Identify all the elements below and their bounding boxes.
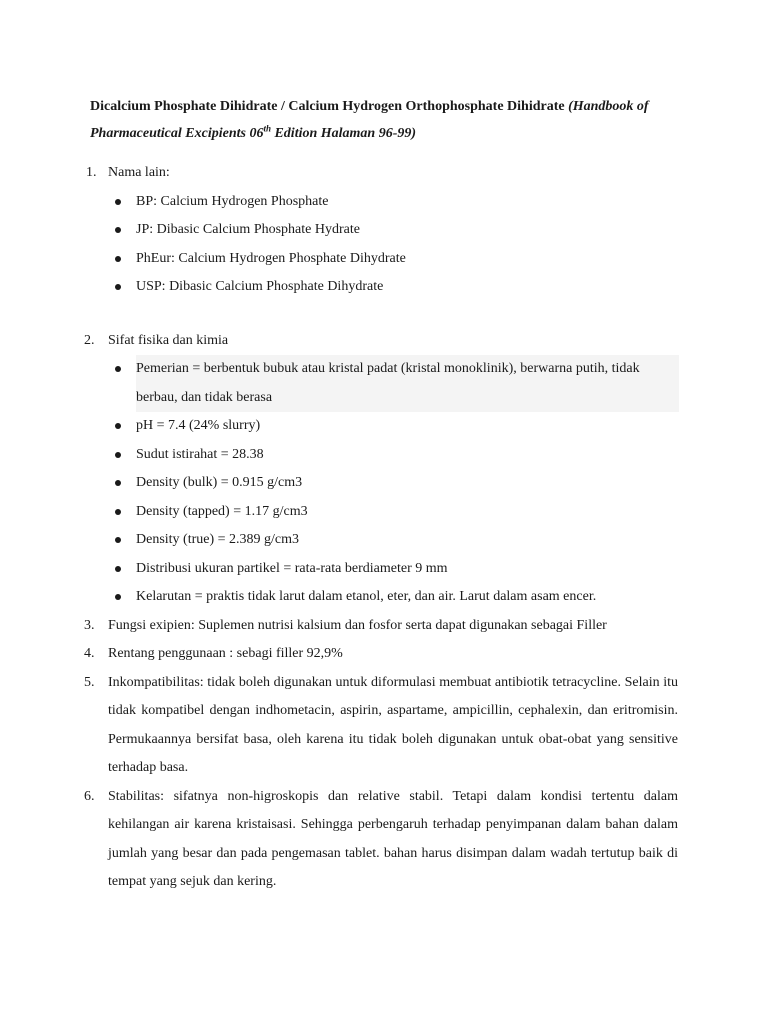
list-item: Sudut istirahat = 28.38 xyxy=(136,441,678,470)
section-6 xyxy=(84,783,678,897)
section-2-list xyxy=(90,355,678,612)
section-4-number: 4. xyxy=(84,646,95,661)
bullet-icon xyxy=(115,256,121,262)
title-reference: (Handbook of Pharmaceutical Excipients 06th Edition Halaman 96-99) xyxy=(90,99,649,141)
bullet-icon xyxy=(115,480,121,486)
section-3 xyxy=(84,612,678,641)
bullet-icon xyxy=(115,284,121,290)
section-3-text: Fungsi exipien: Suplemen nutrisi kalsium dan fosfor serta dapat digunakan sebagai Filler xyxy=(108,617,607,633)
document-title xyxy=(90,93,678,147)
list-item: Distribusi ukuran partikel = rata-rata berdiameter 9 mm xyxy=(136,555,678,584)
section-spacer xyxy=(90,302,678,327)
section-2-label: Sifat fisika dan kimia xyxy=(108,332,229,348)
section-1-list xyxy=(90,188,678,302)
list-item: Kelarutan = praktis tidak larut dalam etanol, eter, dan air. Larut dalam asam encer. xyxy=(136,583,678,612)
section-1-heading xyxy=(86,159,678,188)
bullet-icon xyxy=(115,566,121,572)
bullet-icon xyxy=(115,227,121,233)
list-item: Density (bulk) = 0.915 g/cm3 xyxy=(136,469,678,498)
list-item: JP: Dibasic Calcium Phosphate Hydrate xyxy=(136,216,678,245)
section-6-text: Stabilitas: sifatnya non-higroskopis dan relative stabil. Tetapi dalam kondisi tertentu dalam kehilangan air karena kristaisasi. Sehingga perbengaruh terhadap penyimpanan dalam bahan dalam jumlah yang besar dan pada pengemasan tablet. bahan harus disimpan dalam wadah tertutup baik di tempat yang sejuk dan kering. xyxy=(108,788,678,889)
list-item: pH = 7.4 (24% slurry) xyxy=(136,412,678,441)
bullet-icon xyxy=(115,509,121,515)
bullet-icon xyxy=(115,423,121,429)
section-2-heading xyxy=(84,327,678,356)
section-3-number: 3. xyxy=(84,617,95,633)
list-item: Density (tapped) = 1.17 g/cm3 xyxy=(136,498,678,527)
list-item: Pemerian = berbentuk bubuk atau kristal padat (kristal monoklinik), berwarna putih, tidak berbau, dan tidak berasa xyxy=(136,355,679,412)
section-1-label: Nama lain: xyxy=(108,165,170,180)
list-item: BP: Calcium Hydrogen Phosphate xyxy=(136,188,678,217)
section-4 xyxy=(84,640,678,669)
bullet-icon xyxy=(115,199,121,205)
list-item: Density (true) = 2.389 g/cm3 xyxy=(136,526,678,555)
bullet-icon xyxy=(115,537,121,543)
section-5 xyxy=(84,669,678,783)
section-2-number: 2. xyxy=(84,332,95,348)
section-6-number: 6. xyxy=(84,788,95,804)
bullet-icon xyxy=(115,594,121,600)
list-item: PhEur: Calcium Hydrogen Phosphate Dihydrate xyxy=(136,245,678,274)
section-1-number: 1. xyxy=(86,165,97,180)
section-5-text: Inkompatibilitas: tidak boleh digunakan untuk diformulasi membuat antibiotik tetracycline. Selain itu tidak kompatibel dengan indhometacin, aspirin, aspartame, ampicillin, cephalexin, dan eritromisin. Permukaannya bersifat basa, oleh karena itu tidak boleh digunakan untuk obat-obat yang sensitive terhadap basa. xyxy=(108,674,678,775)
title-main: Dicalcium Phosphate Dihidrate / Calcium Hydrogen Orthophosphate Dihidrate xyxy=(90,99,565,114)
title-superscript: th xyxy=(263,123,271,134)
section-4-text: Rentang penggunaan : sebagi filler 92,9% xyxy=(108,646,343,661)
bullet-icon xyxy=(115,366,121,372)
list-item: USP: Dibasic Calcium Phosphate Dihydrate xyxy=(136,273,678,302)
section-5-number: 5. xyxy=(84,674,95,690)
bullet-icon xyxy=(115,452,121,458)
